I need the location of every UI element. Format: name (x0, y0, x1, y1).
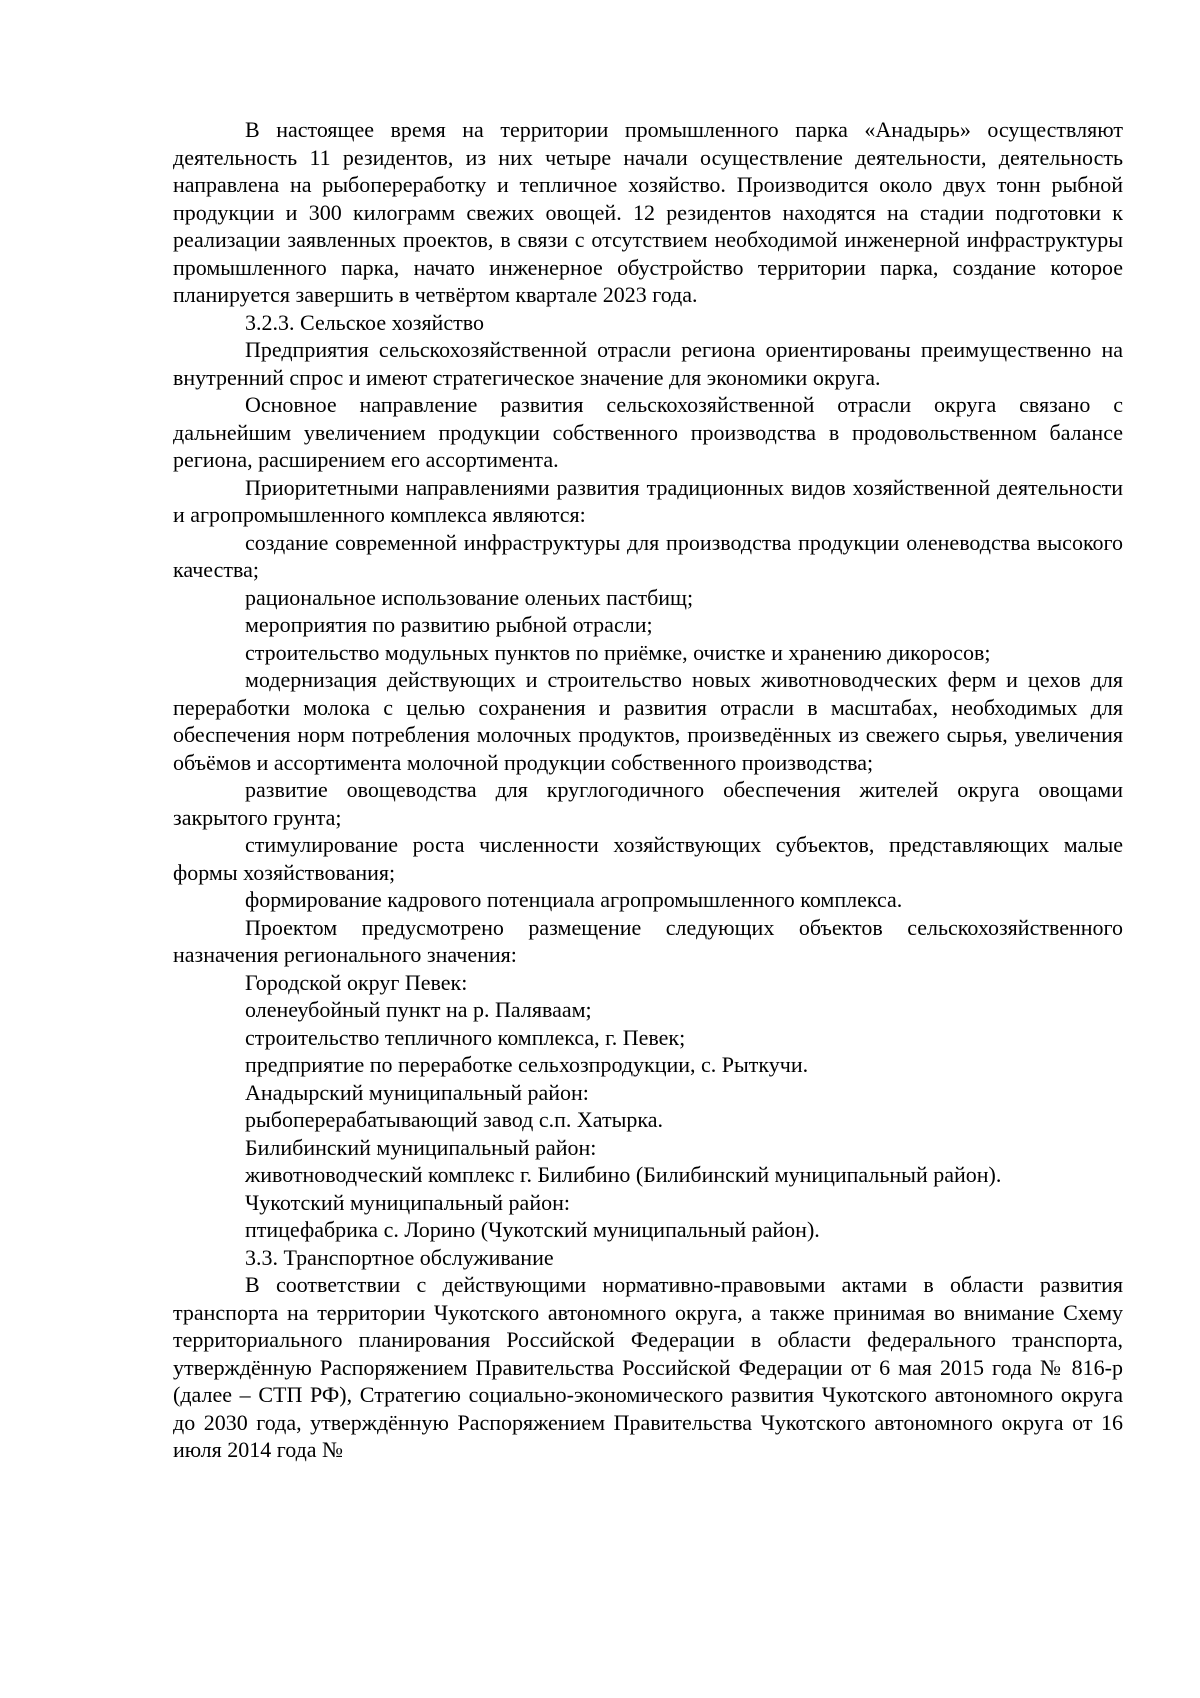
list-item-vegetables: развитие овощеводства для круглогодичного обеспечения жителей округа овощами закрытого грунта; (173, 777, 1123, 830)
section-heading-transport: 3.3. Транспортное обслуживание (245, 1244, 554, 1270)
object-livestock-complex: животноводческий комплекс г. Билибино (Билибинский муниципальный район). (245, 1162, 1002, 1187)
district-anadyr: Анадырский муниципальный район: (245, 1079, 589, 1105)
section-heading-agriculture: 3.2.3. Сельское хозяйство (245, 309, 484, 335)
district-bilibino: Билибинский муниципальный район: (245, 1134, 597, 1160)
list-item-fishing: мероприятия по развитию рыбной отрасли; (245, 612, 653, 637)
paragraph-transport-legal: В соответствии с действующими нормативно-правовыми актами в области развития транспорта на территории Чукотского автономного округа, а также принимая во внимание Схему территориального планирования Российской Федерации в области федерального транспорта, утверждённую Распоряжением Правительства Российской Федерации от 6 мая 2015 года № 816-р (далее – СТП РФ), Стратегию социально-экономического развития Чукотского автономного округа до 2030 года, утверждённую Распоряжением Правительства Чукотского автономного округа от 16 июля 2014 года № (173, 1272, 1123, 1462)
list-item-infrastructure: создание современной инфраструктуры для производства продукции оленеводства высокого качества; (173, 529, 1123, 582)
object-fish-plant: рыбоперерабатывающий завод с.п. Хатырка. (245, 1107, 663, 1132)
list-item-personnel: формирование кадрового потенциала агропромышленного комплекса. (245, 887, 903, 912)
district-pevek: Городской округ Певек: (245, 969, 468, 995)
paragraph-agri-enterprises: Предприятия сельскохозяйственной отрасли региона ориентированы преимущественно на внутренний спрос и имеют стратегическое значение для экономики округа. (173, 337, 1123, 390)
object-greenhouse: строительство тепличного комплекса, г. Певек; (245, 1024, 686, 1050)
list-item-wild-plants: строительство модульных пунктов по приёмке, очистке и хранению дикоросов; (245, 639, 991, 665)
paragraph-planned-objects: Проектом предусмотрено размещение следующих объектов сельскохозяйственного назначения регионального значения: (173, 914, 1123, 967)
document-body (173, 116, 1123, 1464)
list-item-livestock-farms: модернизация действующих и строительство новых животноводческих ферм и цехов для переработки молока с целью сохранения и развития отрасли в масштабах, необходимых для обеспечения норм потребления молочных продуктов, произведённых из свежего сырья, увеличения объёмов и ассортимента молочной продукции собственного производства; (173, 667, 1123, 775)
paragraph-main-direction: Основное направление развития сельскохозяйственной отрасли округа связано с дальнейшим увеличением продукции собственного производства в продовольственном балансе региона, расширением его ассортимента. (173, 392, 1123, 472)
district-chukotka: Чукотский муниципальный район: (245, 1189, 570, 1215)
object-slaughter-point: оленеубойный пункт на р. Паляваам; (245, 997, 592, 1022)
object-poultry-farm: птицефабрика с. Лорино (Чукотский муниципальный район). (245, 1217, 820, 1242)
list-item-small-business: стимулирование роста численности хозяйствующих субъектов, представляющих малые формы хозяйствования; (173, 832, 1123, 885)
paragraph-priorities-intro: Приоритетными направлениями развития традиционных видов хозяйственной деятельности и агропромышленного комплекса являются: (173, 474, 1123, 527)
list-item-pastures: рациональное использование оленьих пастбищ; (245, 584, 694, 610)
object-processing-plant: предприятие по переработке сельхозпродукции, с. Рыткучи. (245, 1052, 809, 1077)
paragraph-industrial-park: В настоящее время на территории промышленного парка «Анадырь» осуществляют деятельность 11 резидентов, из них четыре начали осуществление деятельности, деятельность направлена на рыбопереработку и тепличное хозяйство. Производится около двух тонн рыбной продукции и 300 килограмм свежих овощей. 12 резидентов находятся на стадии подготовки к реализации заявленных проектов, в связи с отсутствием необходимой инженерной инфраструктуры промышленного парка, начато инженерное обустройство территории парка, создание которое планируется завершить в четвёртом квартале 2023 года. (173, 117, 1123, 307)
